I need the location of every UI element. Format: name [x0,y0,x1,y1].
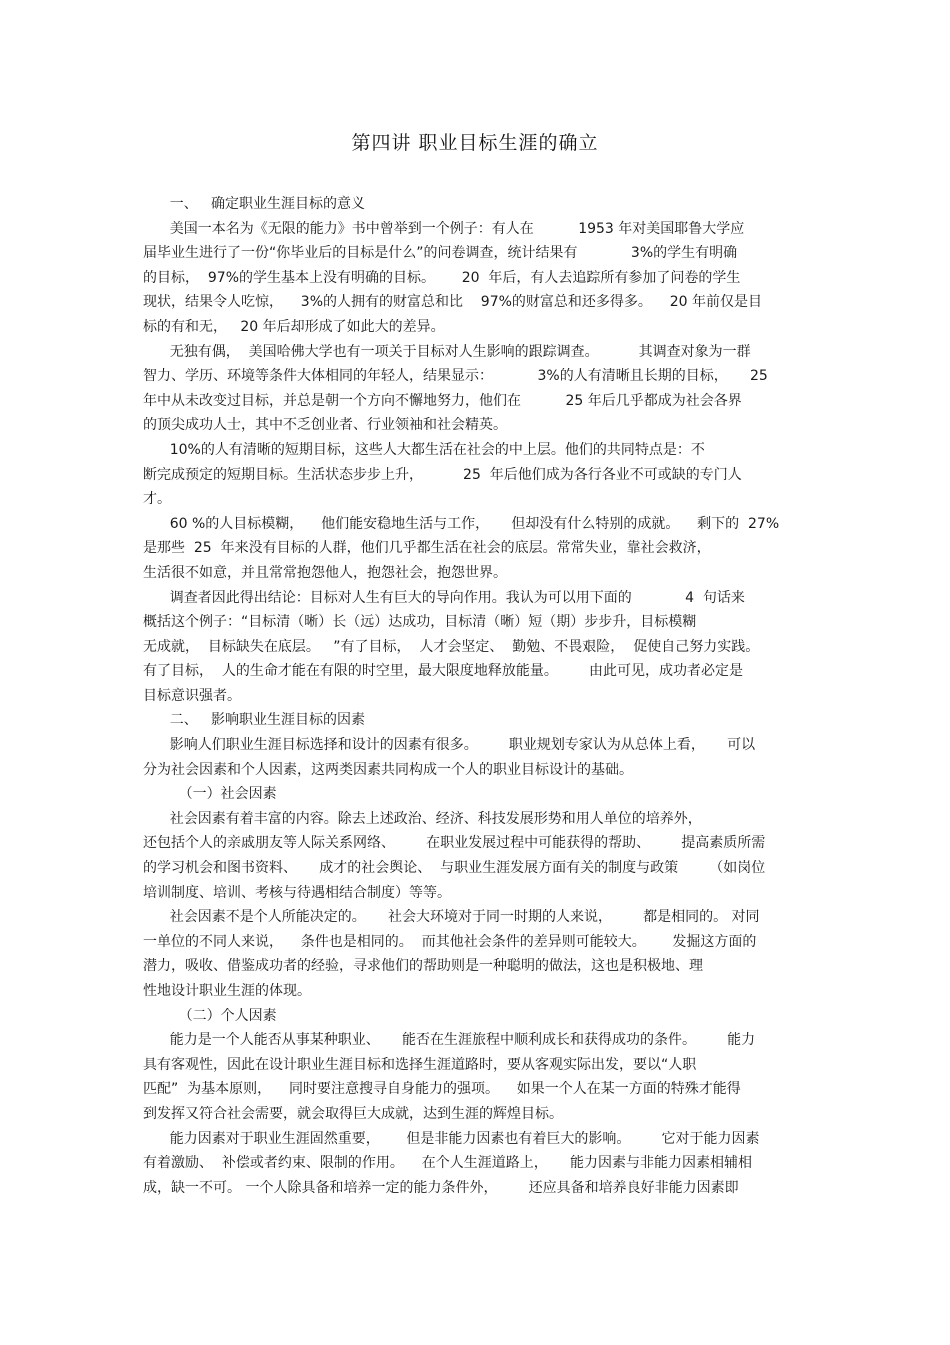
text-line: 到发挥又符合社会需要，就会取得巨大成就，达到生涯的辉煌目标。 [143,1105,563,1122]
text-line: 调查者因此得出结论：目标对人生有巨大的导向作用。我认为可以用下面的 4 句话来 [143,589,745,606]
text-line: 60 %的人目标模糊， 他们能安稳地生活与工作， 但却没有什么特别的成就。 剩下的 27% [143,515,780,532]
text-line: 美国一本名为《无限的能力》书中曾举到一个例子：有人在 1953 年对美国耶鲁大学应 [143,220,745,237]
text-line: 成，缺一不可。 一个人除具备和培养一定的能力条件外， 还应具备和培养良好非能力因素即 [143,1179,739,1196]
text-line: 社会因素有着丰富的内容。除去上述政治、经济、科技发展形势和用人单位的培养外， [143,810,702,827]
text-line: 生活很不如意，并且常常抱怨他人，抱怨社会，抱怨世界。 [143,564,507,581]
text-line: 性地设计职业生涯的体现。 [143,983,311,999]
text-line: （二）个人因素 [143,1007,277,1024]
text-line: 年中从未改变过目标，并总是朝一个方向不懈地努力，他们在 25 年后几乎都成为社会各界 [143,392,742,409]
text-line: 届毕业生进行了一份“你毕业后的目标是什么”的问卷调查，统计结果有 3%的学生有明确 [143,245,738,262]
text-line: 无成就， 目标缺失在底层。 ”有了目标， 人才会坚定、 勤勉、不畏艰险， 促使自己努力实践。 [143,638,760,655]
text-line: 才。 [143,491,171,508]
text-line: 智力、学历、环境等条件大体相同的年轻人，结果显示： 3%的人有清晰且长期的目标， 25 [143,368,768,385]
text-line: 影响人们职业生涯目标选择和设计的因素有很多。 职业规划专家认为从总体上看， 可以 [143,737,756,754]
text-line: 现状，结果令人吃惊， 3%的人拥有的财富总和比 97%的财富总和还多得多。 20 年前仅是目 [143,294,762,311]
text-line: 标的有和无， 20 年后却形成了如此大的差异。 [143,318,445,335]
text-line: 具有客观性，因此在设计职业生涯目标和选择生涯道路时，要从客观实际出发，要以“人职 [143,1056,697,1073]
text-line: 还包括个人的亲戚朋友等人际关系网络、 在职业发展过程中可能获得的帮助、 提高素质所需 [143,835,766,852]
text-line: 能力是一个人能否从事某种职业、 能否在生涯旅程中顺利成长和获得成功的条件。 能力 [143,1032,756,1049]
text-line: 的学习机会和图书资料、 成才的社会舆论、 与职业生涯发展方面有关的制度与政策 （如岗位 [143,860,766,877]
text-line: 一、 确定职业生涯目标的意义 [143,196,366,212]
text-line: 断完成预定的短期目标。生活状态步步上升， 25 年后他们成为各行各业不可或缺的专门人 [143,466,742,483]
text-line: 分为社会因素和个人因素，这两类因素共同构成一个人的职业目标设计的基础。 [143,761,633,778]
text-line: 匹配” 为基本原则， 同时要注意搜寻自身能力的强项。 如果一个人在某一方面的特殊才能得 [143,1081,741,1098]
text-line: 概括这个例子：“目标清（晰）长（远）达成功，目标清（晰）短（期）步步升，目标模糊 [143,614,697,631]
text-line: 的顶尖成功人士，其中不乏创业者、行业领袖和社会精英。 [143,417,507,434]
text-line: 二、 影响职业生涯目标的因素 [143,712,366,729]
text-line: 10%的人有清晰的短期目标，这些人大都生活在社会的中上层。他们的共同特点是：不 [143,441,705,458]
text-line: （一）社会因素 [143,786,277,803]
page-title: 第四讲 职业目标生涯的确立 [351,132,599,154]
text-line: 的目标， 97%的学生基本上没有明确的目标。 20 年后，有人去追踪所有参加了问卷的学生 [143,269,741,286]
text-line: 目标意识强者。 [143,687,241,704]
text-line: 是那些 25 年来没有目标的人群，他们几乎都生活在社会的底层。常常失业，靠社会救济， [143,540,711,557]
text-line: 培训制度、培训、考核与待遇相结合制度）等等。 [143,884,451,901]
text-line: 有了目标， 人的生命才能在有限的时空里，最大限度地释放能量。 由此可见，成功者必定是 [143,663,744,680]
text-line: 无独有偶， 美国哈佛大学也有一项关于目标对人生影响的跟踪调查。 其调查对象为一群 [143,343,751,360]
text-line: 有着激励、 补偿或者约束、限制的作用。 在个人生涯道路上， 能力因素与非能力因素相辅相 [143,1155,752,1172]
text-line: 能力因素对于职业生涯固然重要， 但是非能力因素也有着巨大的影响。 它对于能力因素 [143,1130,760,1147]
text-line: 一单位的不同人来说， 条件也是相同的。 而其他社会条件的差异则可能较大。 发掘这方面的 [143,933,757,950]
body-text [143,192,808,1200]
text-line: 社会因素不是个人所能决定的。 社会大环境对于同一时期的人来说， 都是相同的。 对同 [143,909,760,926]
text-line: 潜力，吸收、借鉴成功者的经验，寻求他们的帮助则是一种聪明的做法，这也是积极地、理 [143,958,703,975]
